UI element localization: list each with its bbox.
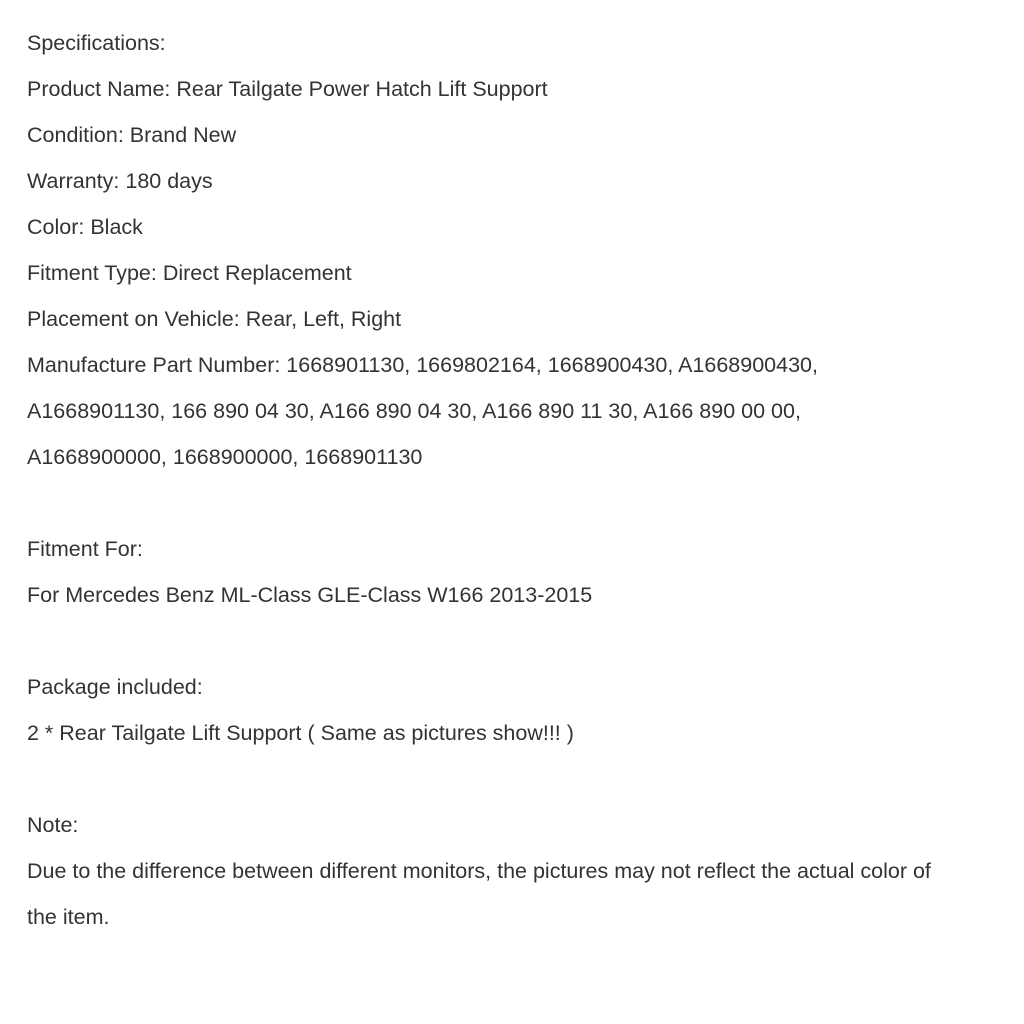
spacer (27, 480, 1017, 526)
color-line: Color: Black (27, 215, 143, 239)
part-number-line-3: A1668900000, 1668900000, 1668901130 (27, 445, 423, 469)
specifications-heading: Specifications: (27, 31, 166, 55)
note-line-2: the item. (27, 905, 110, 929)
fitment-text: For Mercedes Benz ML-Class GLE-Class W166 2013-2015 (27, 583, 593, 607)
spacer (27, 618, 1017, 664)
note-line-1: Due to the difference between different monitors, the pictures may not reflect the actual color of (27, 859, 931, 883)
note-heading: Note: (27, 813, 79, 837)
spacer (27, 756, 1017, 802)
warranty-line: Warranty: 180 days (27, 169, 213, 193)
fitment-heading: Fitment For: (27, 537, 143, 561)
condition-line: Condition: Brand New (27, 123, 237, 147)
part-number-line-2: A1668901130, 166 890 04 30, A166 890 04 30, A166 890 11 30, A166 890 00 00, (27, 399, 801, 423)
fitment-type-line: Fitment Type: Direct Replacement (27, 261, 352, 285)
product-name-line: Product Name: Rear Tailgate Power Hatch Lift Support (27, 77, 548, 101)
package-heading: Package included: (27, 675, 203, 699)
product-description (27, 20, 1017, 940)
part-number-line-1: Manufacture Part Number: 1668901130, 1669802164, 1668900430, A1668900430, (27, 353, 818, 377)
placement-line: Placement on Vehicle: Rear, Left, Right (27, 307, 402, 331)
package-text: 2 * Rear Tailgate Lift Support ( Same as pictures show!!! ) (27, 721, 574, 745)
